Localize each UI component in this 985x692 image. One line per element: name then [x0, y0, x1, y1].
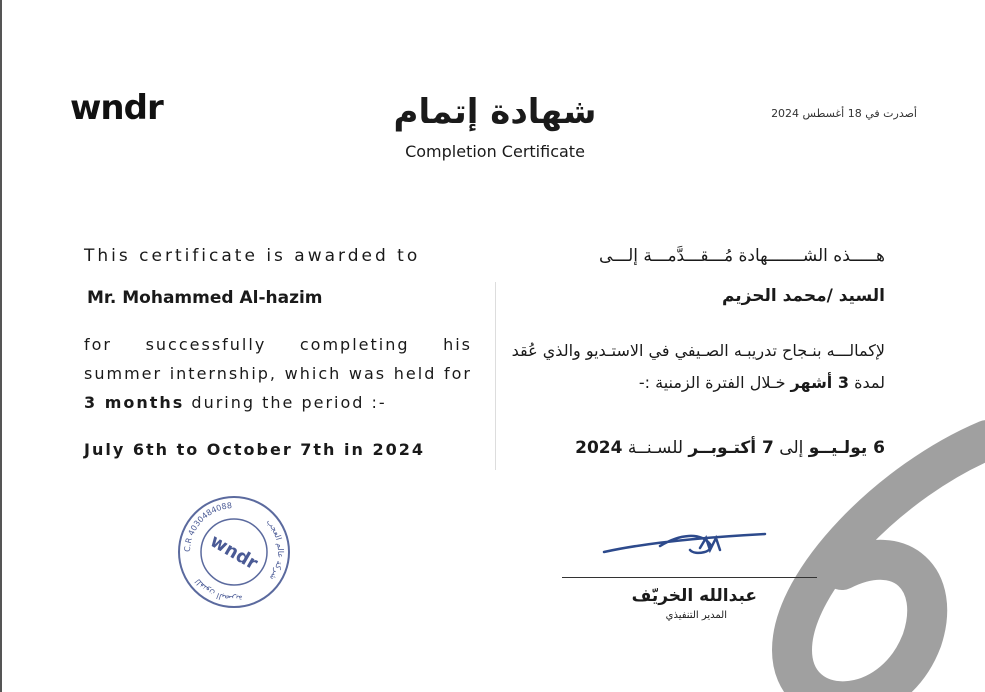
body-text-ar — [495, 335, 885, 399]
to-word: إلى — [773, 438, 809, 458]
recipient-name-en: Mr. Mohammed Al-hazim — [87, 288, 323, 308]
body-text: خـلال الفترة الزمنية :- — [638, 373, 791, 392]
awarded-to-label: This certificate is awarded to — [84, 246, 421, 266]
signature — [600, 524, 770, 564]
body-text: for successfully completing his summer internship, which was held for — [84, 335, 472, 383]
issue-date: أصدرت في 18 أغسطس 2024 — [771, 107, 917, 120]
year-word: للسـنــة — [622, 438, 689, 458]
title-arabic: شهادة إتمام — [393, 92, 597, 132]
period-en: July 6th to October 7th in 2024 — [84, 440, 425, 459]
end-date: 7 أكتـوبــر — [688, 438, 774, 458]
body-text-en — [84, 330, 472, 417]
duration: 3 months — [84, 393, 185, 412]
signature-line — [562, 577, 817, 578]
stamp-sub: للفنون البصرية — [193, 577, 244, 604]
period-ar — [495, 438, 885, 458]
stamp-cr: C.R 4030484088 — [182, 500, 233, 553]
duration: 3 أشهر — [790, 373, 849, 392]
signatory-title: المدير التنفيذي — [665, 610, 727, 621]
start-date: 6 يولـيــو — [808, 438, 885, 458]
company-stamp — [174, 492, 294, 612]
recipient-name-ar: السيد /محمد الحزيم — [721, 286, 885, 306]
signatory-name: عبدالله الخريّف — [631, 586, 757, 606]
body-text: during the period :- — [184, 393, 387, 412]
brand-logo: wndr — [70, 88, 163, 128]
body-text: لإكمالـــه بنـجاح تدريبـه الصـيفي في الاستـديو والذي عُقد لمدة — [511, 341, 885, 392]
stamp-company: شركة عالم العجب — [264, 517, 286, 582]
stamp-logo: wndr — [206, 530, 262, 575]
year: 2024 — [575, 438, 623, 458]
presented-to-label: هـــــذه الشـــــــهادة مُـــقـــدَّمـــة إلـــى — [598, 246, 885, 266]
title-english: Completion Certificate — [405, 142, 585, 161]
